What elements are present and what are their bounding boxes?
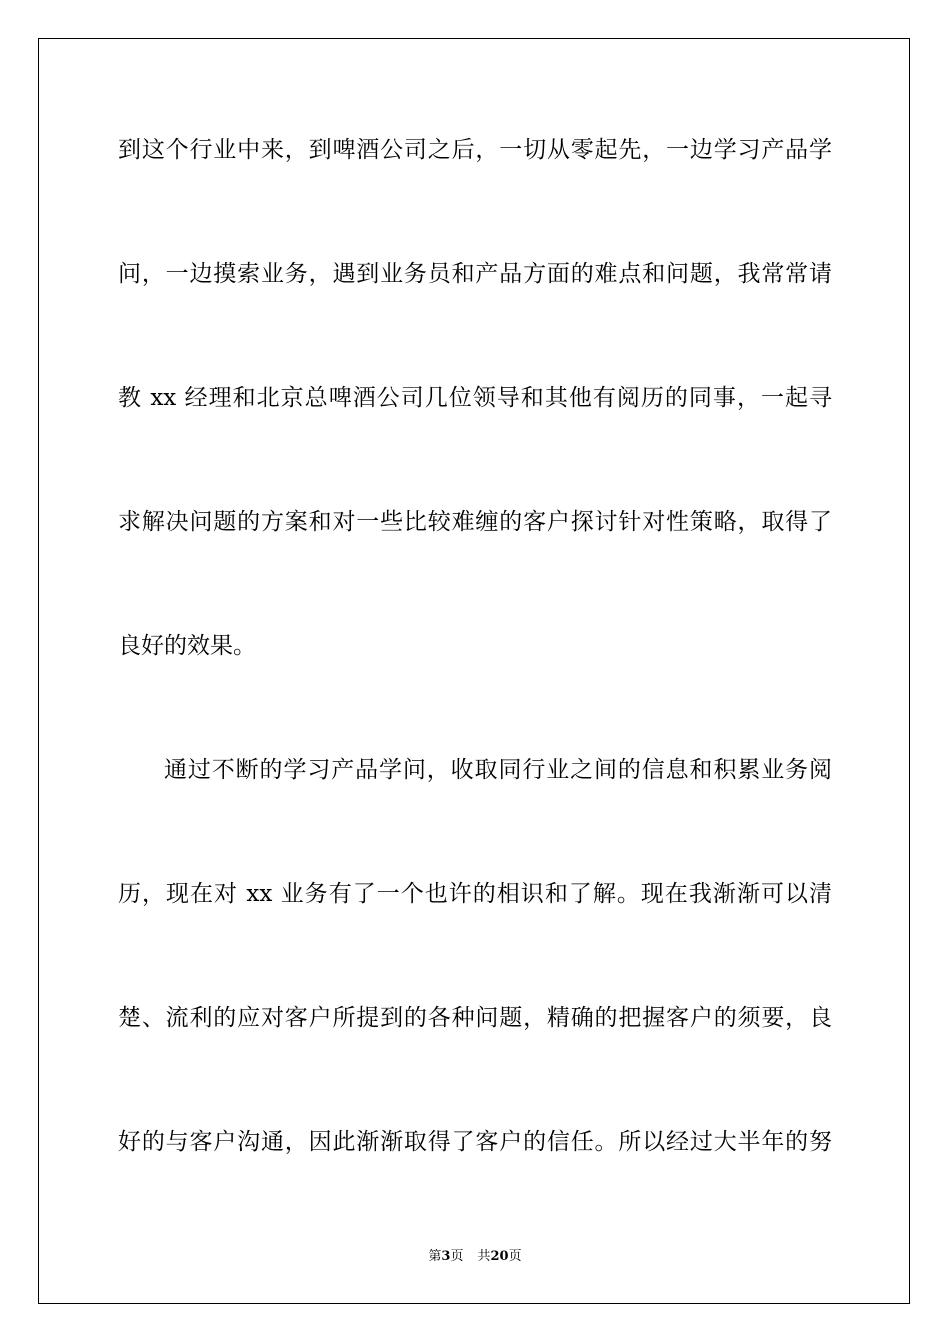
page-footer <box>0 1248 950 1266</box>
page-number: 3 <box>441 1249 451 1264</box>
text-line: 好的与客户沟通，因此渐渐取得了客户的信任。所以经过大半年的努 <box>118 1129 832 1155</box>
text-line: 历，现在对 xx 业务有了一个也许的相识和了解。现在我渐渐可以清 <box>118 881 832 907</box>
text-line: 到这个行业中来，到啤酒公司之后，一切从零起先，一边学习产品学 <box>118 137 832 163</box>
text-line: 问，一边摸索业务，遇到业务员和产品方面的难点和问题，我常常请 <box>118 261 832 287</box>
text-line: 求解决问题的方案和对一些比较难缠的客户探讨针对性策略，取得了 <box>118 509 832 535</box>
total-pages: 20 <box>490 1249 509 1264</box>
page-prefix: 第 <box>428 1249 442 1264</box>
total-suffix: 页 <box>508 1249 522 1264</box>
total-prefix: 共 <box>477 1249 491 1264</box>
text-line: 教 xx 经理和北京总啤酒公司几位领导和其他有阅历的同事，一起寻 <box>118 385 832 411</box>
text-line: 楚、流利的应对客户所提到的各种问题，精确的把握客户的须要，良 <box>118 1005 832 1031</box>
text-line: 良好的效果。 <box>118 633 256 659</box>
page-border <box>38 38 910 1304</box>
text-line-indented: 通过不断的学习产品学问，收取同行业之间的信息和积累业务阅 <box>164 757 832 783</box>
page-suffix: 页 <box>450 1249 464 1264</box>
